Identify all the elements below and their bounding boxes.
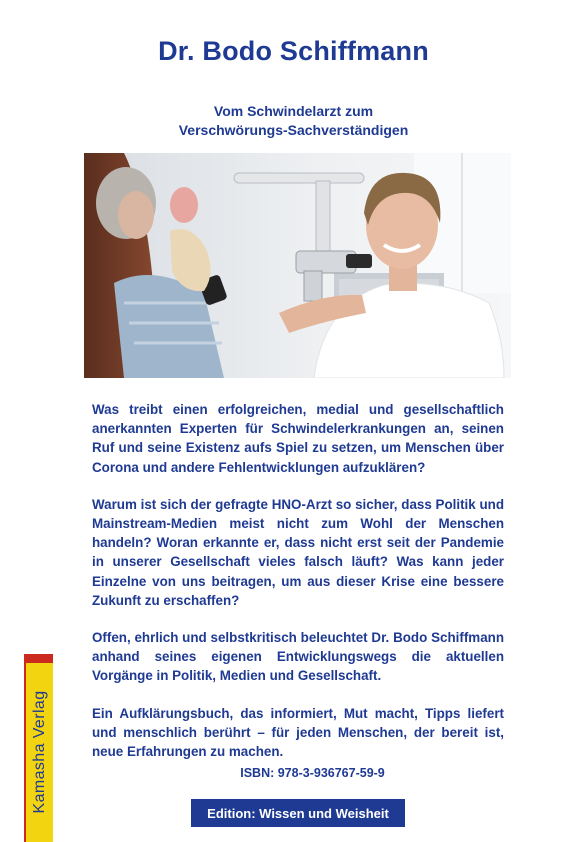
subtitle-line-1: Vom Schwindelarzt zum <box>213 103 374 119</box>
blurb-paragraph-4: Ein Aufklärungsbuch, das informiert, Mut macht, Tipps liefert und menschlich berührt – für jeden Menschen, der bereit ist, neue Erfahrungen zu machen. <box>92 705 504 760</box>
subtitle-line-2: Verschwörungs-Sachverständigen <box>178 122 409 138</box>
author-name: Dr. Bodo Schiffmann <box>158 36 429 66</box>
publisher-strip-red-cap <box>26 654 53 663</box>
blurb-paragraph-3: Offen, ehrlich und selbstkritisch beleuchtet Dr. Bodo Schiffmann anhand seines eigenen Entwicklungswegs die aktuellen Vorgänge in Politik, Medien und Gesellschaft. <box>92 630 504 684</box>
blurb <box>92 400 504 761</box>
isbn: ISBN: 978-3-936767-59-9 <box>240 766 385 780</box>
author-photo-illustration <box>84 153 511 378</box>
blurb-paragraph-1: Was treibt einen erfolgreichen, medial und gesellschaftlich anerkannten Experten für Schwindelerkrankungen an, seinen Ruf und seine Existenz aufs Spiel zu setzen, um Menschen über Corona und andere Fehlentwicklungen aufzuklären? <box>92 402 504 475</box>
publisher-strip <box>24 654 53 842</box>
blurb-paragraph-2: Warum ist sich der gefragte HNO-Arzt so sicher, dass Politik und Mainstream-Medien meist nicht zum Wohl der Menschen handeln? Woran erkannte er, dass nicht erst seit der Pandemie in unserer Gesellschaft vieles falsch läuft? Was kann jeder Einzelne von uns beitragen, um aus dieser Krise eine bessere Zukunft zu erschaffen? <box>92 496 504 608</box>
edition-badge <box>191 799 405 827</box>
publisher-name: Kamasha Verlag <box>30 690 48 814</box>
author-photo <box>84 153 511 378</box>
edition-label: Edition: Wissen und Weisheit <box>207 805 389 821</box>
book-subtitle <box>0 102 587 140</box>
